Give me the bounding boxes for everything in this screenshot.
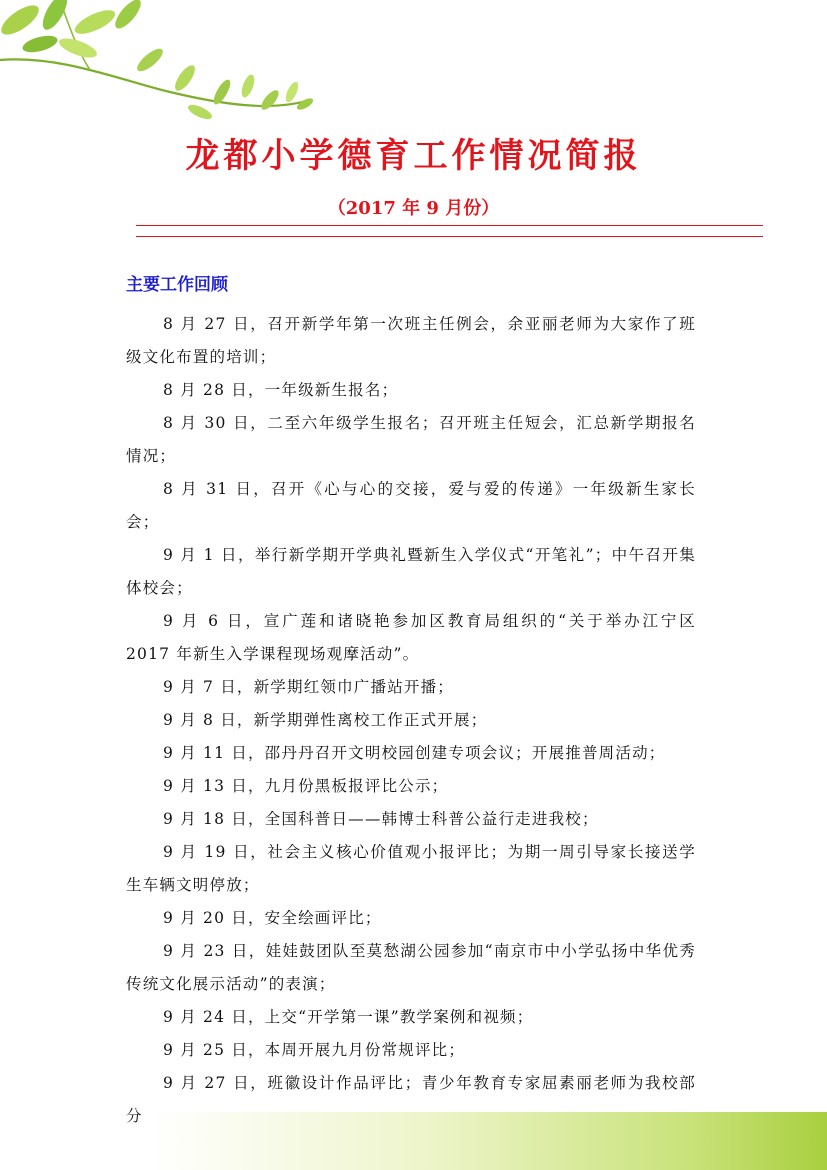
list-item: 9 月 25 日，本周开展九月份常规评比； xyxy=(163,1041,466,1059)
leaves-decoration-icon xyxy=(0,0,330,130)
list-item: 8 月 30 日，二至六年级学生报名；召开班主任短会，汇总新学期报名情况； xyxy=(126,414,696,465)
list-item: 8 月 31 日，召开《心与心的交接，爱与爱的传递》一年级新生家长会； xyxy=(126,480,696,531)
list-item: 9 月 7 日，新学期红领巾广播站开播； xyxy=(163,678,455,696)
list-item: 8 月 27 日，召开新学年第一次班主任例会，余亚丽老师为大家作了班级文化布置的培训； xyxy=(126,315,696,366)
title-divider-top xyxy=(136,225,763,226)
list-item: 9 月 23 日，娃娃鼓团队至莫愁湖公园参加“南京市中小学弘扬中华优秀传统文化展示活动”的表演； xyxy=(126,942,696,993)
list-item: 9 月 6 日，宣广莲和诸晓艳参加区教育局组织的“关于举办江宁区 2017 年新生入学课程现场观摩活动”。 xyxy=(126,612,696,663)
footer-gradient-band xyxy=(150,1112,827,1170)
title-divider-bottom xyxy=(136,236,763,237)
list-item: 9 月 24 日，上交“开学第一课”教学案例和视频； xyxy=(163,1008,534,1026)
list-item: 9 月 11 日，邵丹丹召开文明校园创建专项会议；开展推普周活动； xyxy=(163,744,666,762)
list-item: 9 月 8 日，新学期弹性离校工作正式开展； xyxy=(163,711,488,729)
entry-list xyxy=(126,308,696,1133)
document-subtitle: （2017 年 9 月份） xyxy=(327,198,500,219)
list-item: 9 月 20 日，安全绘画评比； xyxy=(163,909,382,927)
list-item: 8 月 28 日，一年级新生报名； xyxy=(163,381,399,399)
list-item: 9 月 27 日，班徽设计作品评比；青少年教育专家屈素丽老师为我校部分 xyxy=(126,1074,696,1125)
section-heading: 主要工作回顾 xyxy=(126,275,228,295)
list-item: 9 月 18 日，全国科普日——韩博士科普公益行走进我校； xyxy=(163,810,599,828)
document-title: 龙都小学德育工作情况简报 xyxy=(185,136,642,176)
list-item: 9 月 13 日，九月份黑板报评比公示； xyxy=(163,777,449,795)
list-item: 9 月 1 日，举行新学期开学典礼暨新生入学仪式“开笔礼”；中午召开集体校会； xyxy=(126,546,696,597)
list-item: 9 月 19 日，社会主义核心价值观小报评比；为期一周引导家长接送学生车辆文明停放； xyxy=(126,843,696,894)
